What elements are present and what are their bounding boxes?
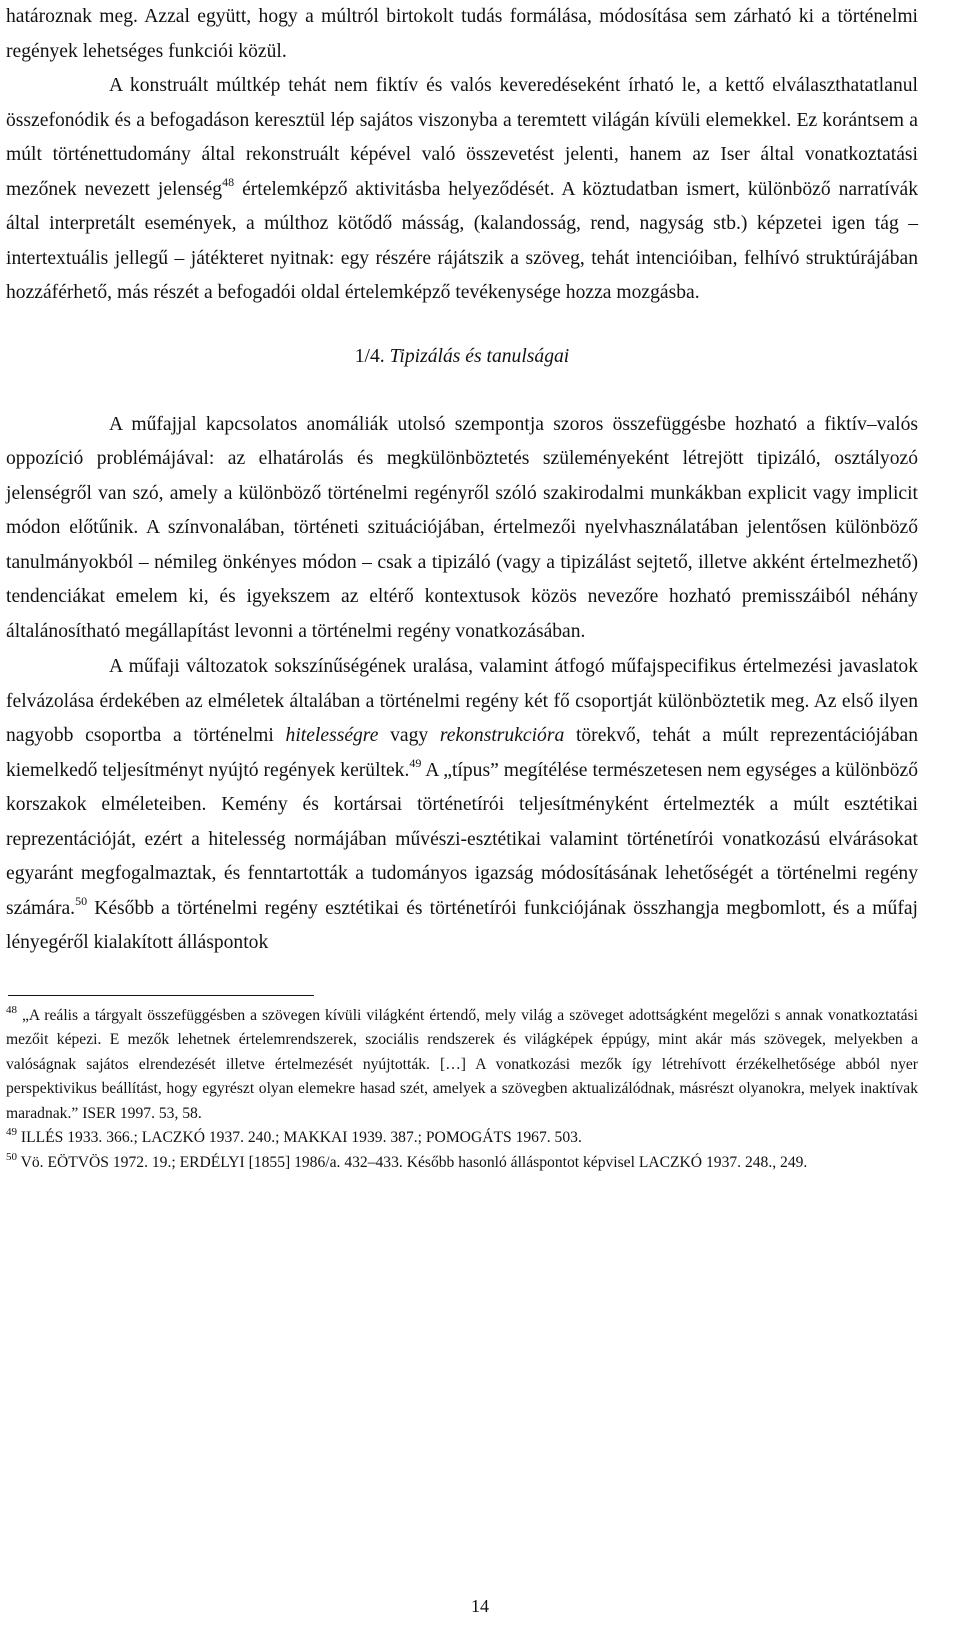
- paragraph-2: [6, 69, 918, 311]
- section-heading: [6, 340, 918, 374]
- paragraph-4-part5: Később a történelmi regény esztétikai és történetírói funkciójának összhangja megbomlott, és a műfaj lényegéről kialakított álláspontok: [6, 897, 918, 953]
- footnote-number: 50: [6, 1150, 17, 1163]
- paragraph-2-part1: A konstruált múltkép tehát nem fiktív és valós keveredéseként írható le, a kettő elválaszthatatlanul összefonódik és a befogadáson keresztül lép sajátos viszonyba a teremtett világán kívüli elemekkel. Ez korántsem a múlt történettudomány által rekonstruált képével való összevetést jelenti, hanem az Iser által vonatkoztatási mezőnek nevezett jelenség: [6, 75, 918, 200]
- paragraph-2-part2: értelemképző aktivitásba helyeződését. A köztudatban ismert, különböző narratívák által interpretált események, a múlthoz kötődő másság, (kalandosság, rend, nagyság stb.) képzetei igen tág – intertextuális jellegű – játékteret nyitnak: egy részére rájátszik a szöveg, tehát intencióiban, felhívó struktúrájában hozzáférhető, más részét a befogadói oldal értelemképző tevékenysége hozza mozgásba.: [6, 178, 919, 303]
- footnote-text: ILLÉS 1933. 366.; LACZKÓ 1937. 240.; MAKKAI 1939. 387.; POMOGÁTS 1967. 503.: [17, 1129, 582, 1146]
- footnote-ref-48[interactable]: 48: [222, 174, 235, 189]
- footnote-text: Vö. EÖTVÖS 1972. 19.; ERDÉLYI [1855] 1986/a. 432–433. Később hasonló álláspontot képvisel LACZKÓ 1937. 248., 249.: [17, 1153, 808, 1171]
- section-number: 1/4.: [354, 345, 390, 367]
- footnote-ref-50[interactable]: 50: [75, 893, 88, 908]
- footnote-49: [6, 1126, 918, 1151]
- paragraph-1-text: határoznak meg. Azzal együtt, hogy a múltról birtokolt tudás formálása, módosítása sem zárható ki a történelmi regények lehetséges funkciói közül.: [6, 6, 918, 62]
- page-number: 14: [471, 1596, 489, 1616]
- paragraph-4-part4: A „típus” megítélése természetesen nem egységes a különböző korszakok elméleteiben. Kemény és kortársai történetírói teljesítményként értelmezték a múlt esztétikai reprezentációját, ezért a hitelesség normájában művészi-esztétikai valamint történetírói vonatkozású elvárásokat egyaránt megfogalmaztak, és fenntartották a tudományos igazság módosításának lehetőségét a történelmi regény számára.: [6, 759, 919, 919]
- footnote-number: 48: [6, 1003, 17, 1016]
- paragraph-3-text: A műfajjal kapcsolatos anomáliák utolsó szempontja szoros összefüggésbe hozható a fiktív–valós oppozíció problémájával: az elhatárolás és megkülönböztetés szüleményeként létrejött tipizáló, osztályozó jelenségről van szó, amely a különböző történelmi regényről szóló szakirodalmi munkákban explicit vagy implicit módon előtűnik. A színvonalában, történeti szituációjában, értelmezői nyelvhasználatában jelentősen különböző tanulmányokból – némileg önkényes módon – csak a tipizáló (vagy a tipizálást sejtető, illetve akként értelmezhető) tendenciákat emelem ki, és igyekszem az eltérő kontextusok közös nevezőre hozható premisszáiból néhány általánosítható megállapítást levonni a történelmi regény vonatkozásában.: [6, 413, 918, 642]
- footnote-divider: [8, 995, 314, 996]
- document-page: [6, 0, 918, 1175]
- term-hitelessegre: hitelességre: [285, 725, 379, 746]
- footnote-number: 49: [6, 1126, 17, 1138]
- paragraph-4-part3: törekvő, tehát a múlt reprezentációjában kiemelkedő teljesítményt nyújtó regények kerültek.: [6, 725, 918, 781]
- paragraph-3: [6, 408, 918, 650]
- footnote-48: [6, 1004, 918, 1127]
- footnote-text: „A reális a tárgyalt összefüggésben a szövegen kívüli világként értendő, mely világ a szöveget adottságként megelőzi s annak vonatkoztatási mezőit képezi. E mezők lehetnek értelemrendszerek, szociális rendszerek és világképek éppúgy, mint akár más szövegek, melyekben a valóságnak sajátos elrendezését illetve értelmezését nyújtották. […] A vonatkozási mezők így létrehívott érzékelhetősége abból nyer perspektivikus beállítást, hogy egyrészt olyan elemekre hasad szét, amelyek a szövegben aktualizálódnak, másrészt olyanokra, melyek inaktívak maradnak.” ISER 1997. 53, 58.: [6, 1006, 918, 1122]
- paragraph-4: [6, 650, 918, 961]
- footnotes: [6, 1004, 918, 1176]
- section-title: Tipizálás és tanulságai: [389, 345, 570, 367]
- paragraph-4-part2: vagy: [378, 725, 440, 746]
- footnote-ref-49[interactable]: 49: [409, 755, 422, 770]
- paragraph-1: [6, 0, 918, 69]
- footnote-50: [6, 1151, 918, 1176]
- term-rekonstrukciora: rekonstrukcióra: [439, 725, 565, 746]
- paragraph-4-part1: A műfaji változatok sokszínűségének uralása, valamint átfogó műfajspecifikus értelmezési javaslatok felvázolása érdekében az elméletek általában a történelmi regény két fő csoportját különböztetik meg. Az első ilyen nagyobb csoportba a történelmi: [6, 656, 918, 746]
